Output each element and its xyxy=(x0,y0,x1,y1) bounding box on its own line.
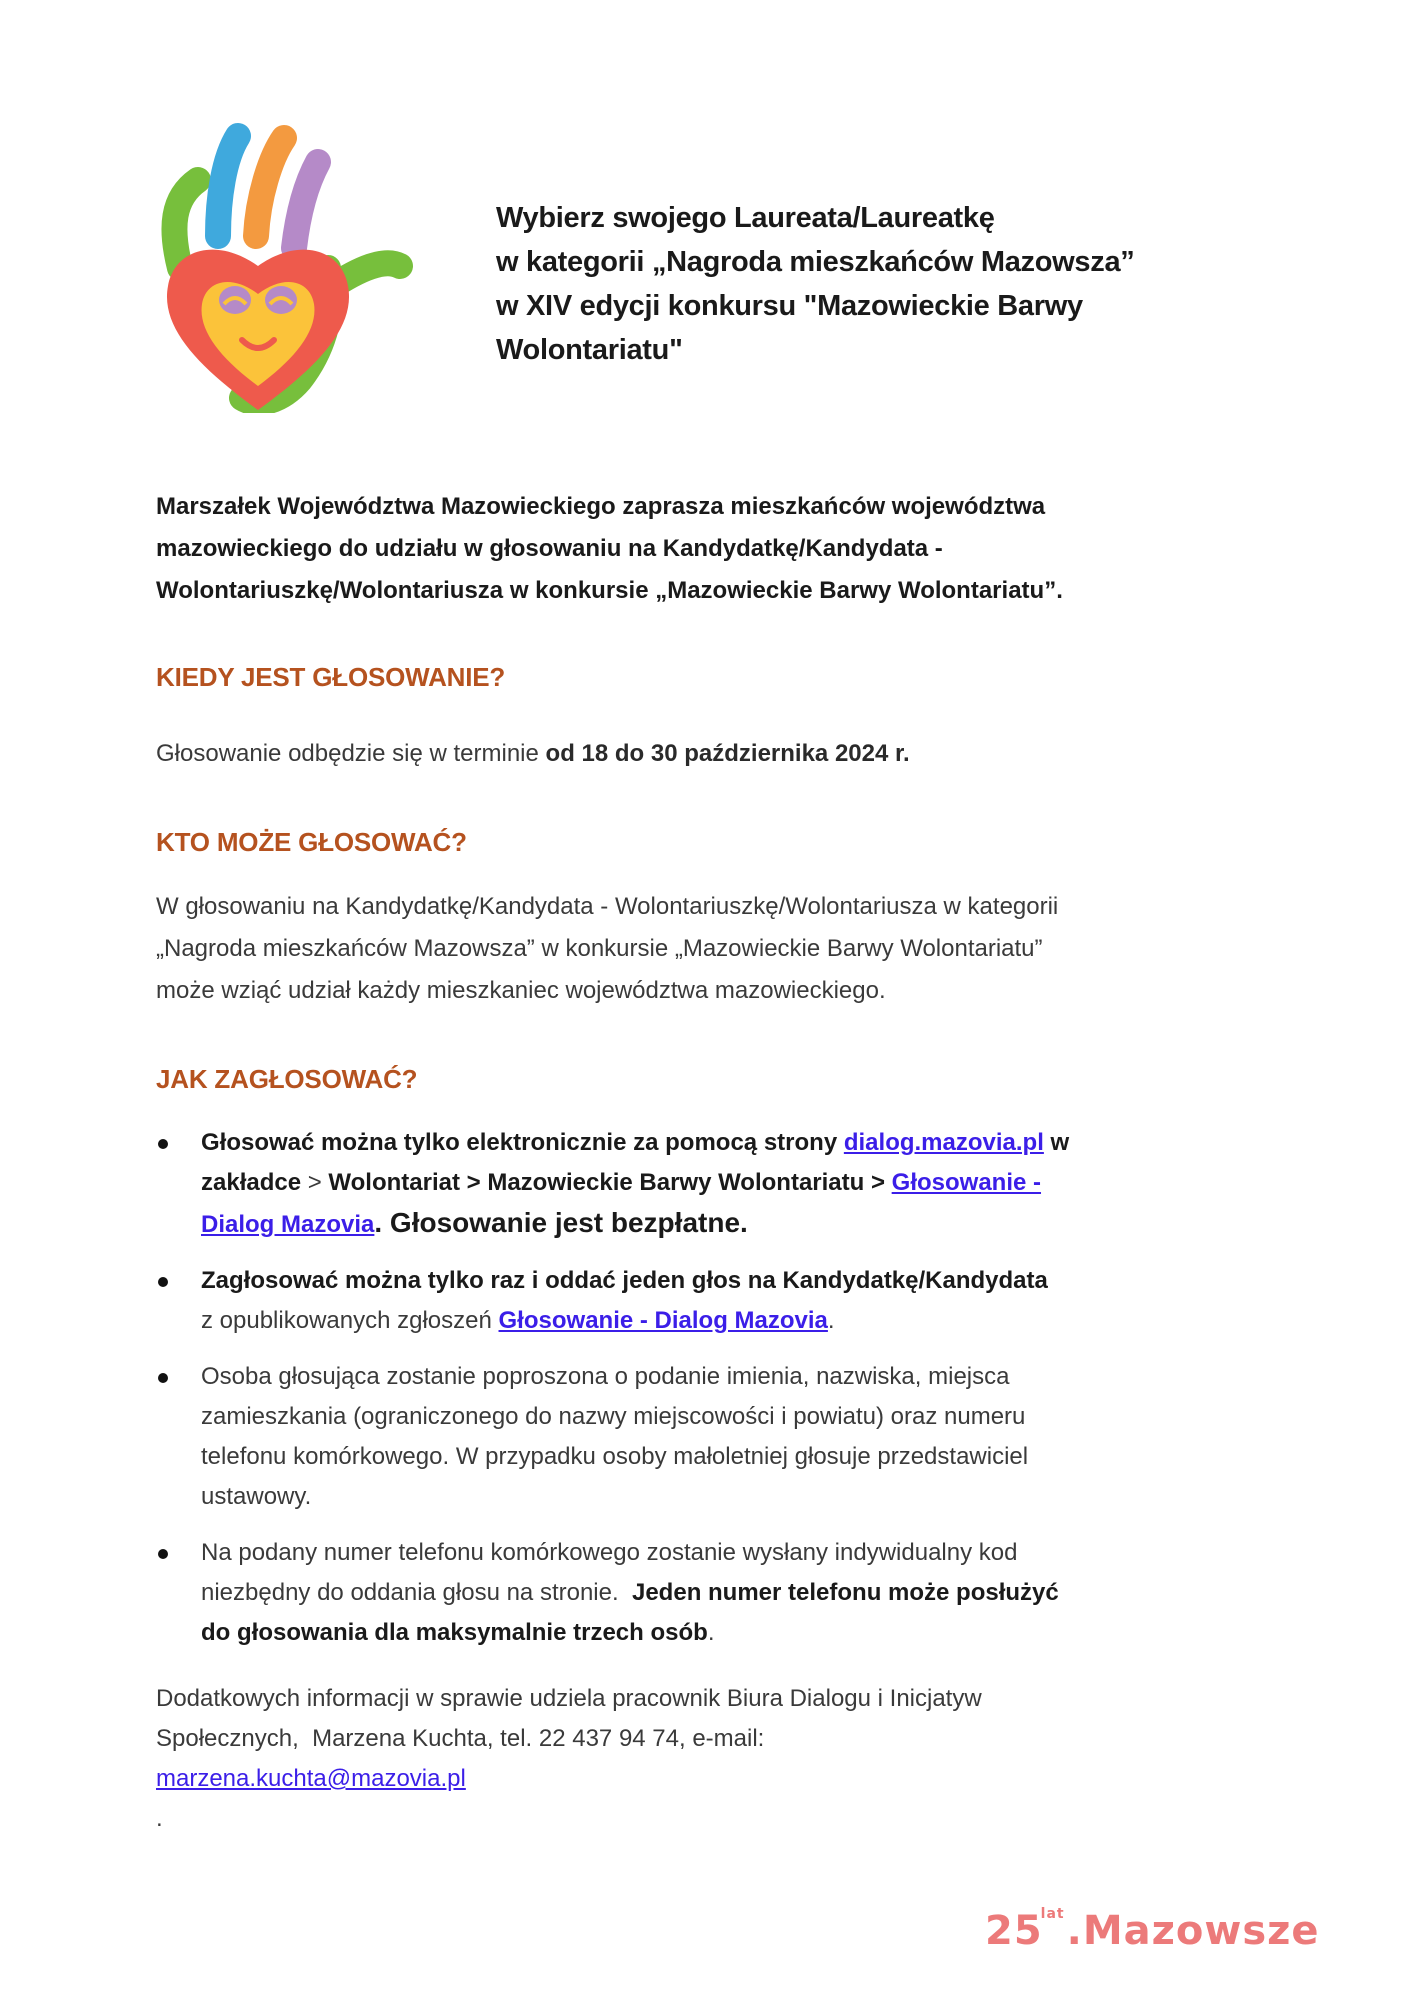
brand-number: 25 xyxy=(985,1908,1043,1954)
page-title xyxy=(496,196,1276,372)
title-line-2: w kategorii „Nagroda mieszkańców Mazowsza” xyxy=(496,246,1135,278)
contact-email-link[interactable]: marzena.kuchta@mazovia.pl xyxy=(156,1765,466,1792)
item2-text-1: Zagłosować można tylko raz i oddać jeden głos na Kandydatkę/Kandydata xyxy=(201,1267,1048,1294)
section-heading-who: KTO MOŻE GŁOSOWAĆ? xyxy=(156,827,467,857)
glosowanie-link-1b[interactable]: Dialog Mazovia xyxy=(201,1211,375,1238)
title-line-1: Wybierz swojego Laureata/Laureatkę xyxy=(496,202,995,234)
how-to-vote-list xyxy=(156,1123,1286,1653)
title-line-4: Wolontariatu" xyxy=(496,334,683,366)
item3-line-4: ustawowy. xyxy=(201,1483,312,1510)
brand-sup: lat xyxy=(1040,1906,1065,1922)
bullet-icon xyxy=(158,1373,168,1383)
item1-free-note: . Głosowanie jest bezpłatne. xyxy=(374,1207,748,1238)
item4-line-3c: . xyxy=(707,1619,715,1646)
document-body xyxy=(156,486,1286,1863)
who-line-3: może wziąć udział każdy mieszkaniec województwa mazowieckiego. xyxy=(156,977,886,1004)
section-heading-when: KIEDY JEST GŁOSOWANIE? xyxy=(156,662,506,692)
who-line-2: „Nagroda mieszkańców Mazowsza” w konkursie „Mazowieckie Barwy Wolontariatu” xyxy=(156,935,1043,962)
when-paragraph xyxy=(156,733,1286,775)
intro-paragraph xyxy=(156,486,1286,612)
item4-line-2b: Jeden numer telefonu może posłużyć xyxy=(631,1579,1059,1606)
list-item xyxy=(156,1357,1286,1517)
intro-line-2: mazowieckiego do udziału w głosowaniu na Kandydatkę/Kandydata - xyxy=(156,535,943,562)
list-item xyxy=(156,1533,1286,1653)
who-paragraph xyxy=(156,886,1286,1012)
item1-gt: > xyxy=(307,1169,322,1196)
item1-text-3: zakładce xyxy=(201,1169,308,1196)
contact-paragraph xyxy=(156,1679,1286,1839)
mazowsze-brand-logo xyxy=(985,1906,1320,1954)
item1-text-1: Głosować można tylko elektronicznie za pomocą strony xyxy=(201,1129,844,1156)
item3-line-1: Osoba głosująca zostanie poproszona o podanie imienia, nazwiska, miejsca xyxy=(201,1363,1010,1390)
contact-line-2-end: . xyxy=(156,1805,163,1832)
hand-heart-logo-icon xyxy=(160,118,425,413)
bullet-icon xyxy=(158,1549,168,1559)
list-item xyxy=(156,1261,1286,1341)
contact-line-1: Dodatkowych informacji w sprawie udziela pracownik Biura Dialogu i Inicjatyw xyxy=(156,1685,982,1712)
section-heading-how: JAK ZAGŁOSOWAĆ? xyxy=(156,1064,418,1094)
intro-line-3: Wolontariuszkę/Wolontariusza w konkursie „Mazowieckie Barwy Wolontariatu”. xyxy=(156,577,1063,604)
dialog-mazovia-link[interactable]: dialog.mazovia.pl xyxy=(843,1129,1044,1156)
bullet-icon xyxy=(158,1277,168,1287)
intro-line-1: Marszałek Województwa Mazowieckiego zaprasza mieszkańców województwa xyxy=(156,493,1046,520)
item4-line-1: Na podany numer telefonu komórkowego zostanie wysłany indywidualny kod xyxy=(201,1539,1018,1566)
glosowanie-link-1a[interactable]: Głosowanie - xyxy=(891,1169,1042,1196)
item2-text-3: . xyxy=(827,1307,835,1334)
list-item xyxy=(156,1123,1286,1245)
who-line-1: W głosowaniu na Kandydatkę/Kandydata - Wolontariuszkę/Wolontariusza w kategorii xyxy=(156,893,1059,920)
item1-text-4: Wolontariat > Mazowieckie Barwy Wolontariatu > xyxy=(321,1169,892,1196)
bullet-icon xyxy=(158,1139,168,1149)
glosowanie-link-2[interactable]: Głosowanie - Dialog Mazovia xyxy=(498,1307,828,1334)
brand-name: .Mazowsze xyxy=(1066,1908,1320,1954)
item2-text-2: z opublikowanych zgłoszeń xyxy=(201,1307,499,1334)
item1-text-2: w xyxy=(1043,1129,1070,1156)
item4-line-2a: niezbędny do oddania głosu na stronie. xyxy=(201,1579,632,1606)
when-text: Głosowanie odbędzie się w terminie xyxy=(156,740,546,767)
item3-line-2: zamieszkania (ograniczonego do nazwy miejscowości i powiatu) oraz numeru xyxy=(201,1403,1026,1430)
when-dates: od 18 do 30 października 2024 r. xyxy=(545,740,910,767)
item4-line-3: do głosowania dla maksymalnie trzech osób xyxy=(201,1619,708,1646)
title-line-3: w XIV edycji konkursu "Mazowieckie Barwy xyxy=(496,290,1083,322)
item3-line-3: telefonu komórkowego. W przypadku osoby małoletniej głosuje przedstawiciel xyxy=(201,1443,1029,1470)
contact-line-2: Społecznych, Marzena Kuchta, tel. 22 437 94 74, e-mail: xyxy=(156,1725,772,1752)
